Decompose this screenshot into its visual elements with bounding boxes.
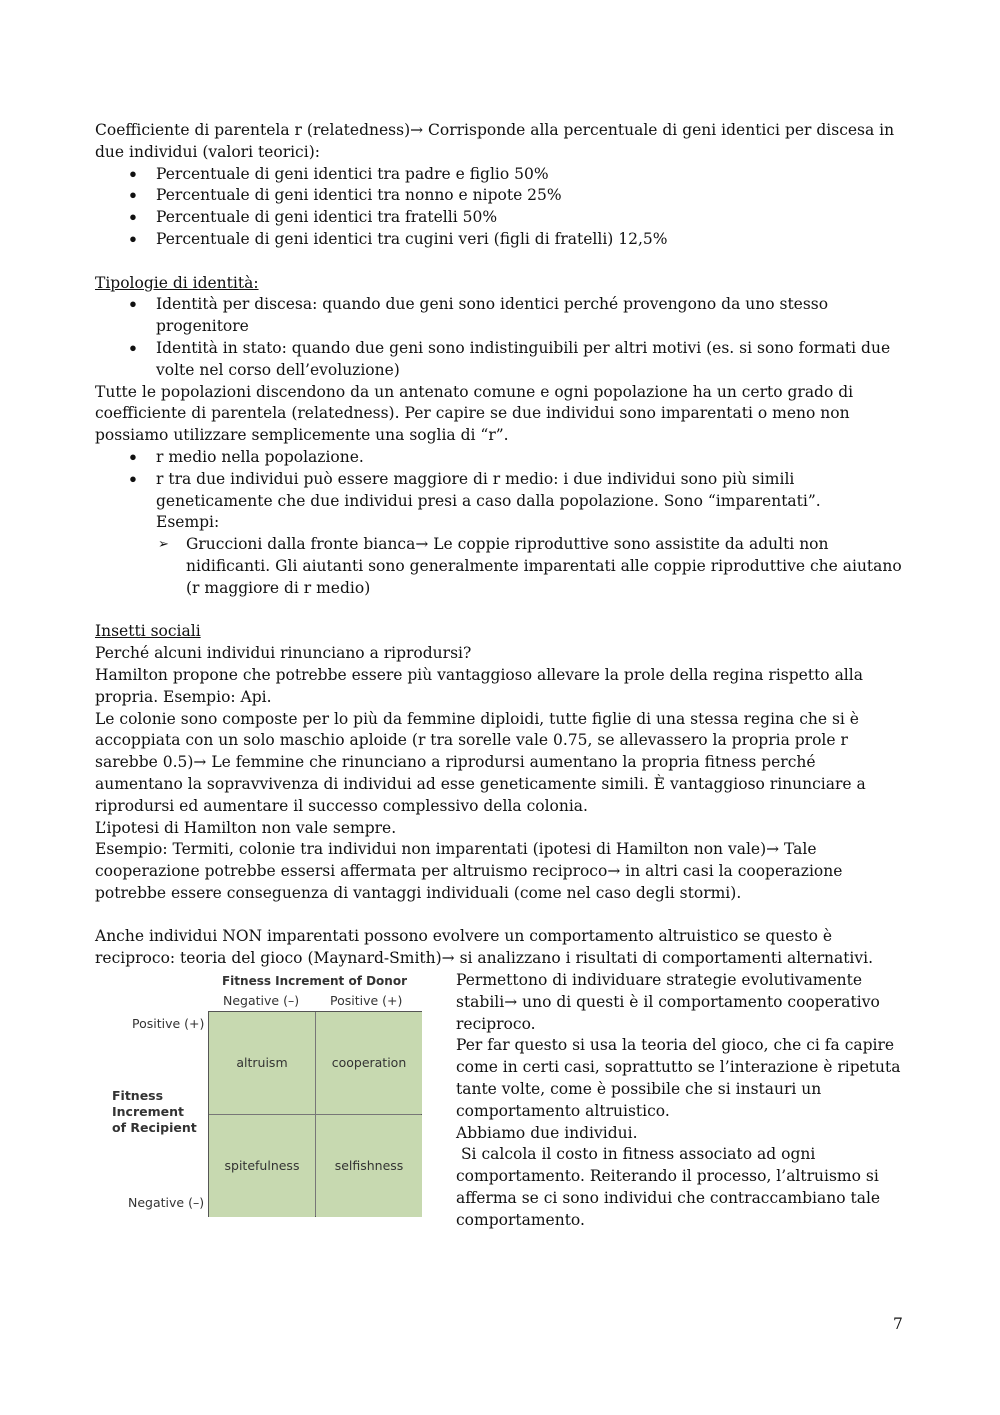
- relatedness-list: [95, 164, 905, 251]
- list-item: [95, 469, 905, 513]
- fitness-matrix-figure: [95, 970, 440, 1230]
- column-label-positive: Positive (+): [330, 993, 403, 1009]
- insects-line: Hamilton propone che potrebbe essere più vantaggioso allevare la prole della regina rispetto alla propria. Esempio: Api.: [95, 665, 863, 706]
- examples-label: Esempi:: [156, 513, 220, 532]
- side-line: Si calcola il costo in fitness associato ad ogni comportamento. Reiterando il processo, l’altruismo si afferma se ci sono individui che contraccambiano tale comportamento.: [456, 1145, 886, 1229]
- insects-heading: Insetti sociali: [95, 622, 201, 641]
- insects-line: L’ipotesi di Hamilton non vale sempre.: [95, 818, 397, 837]
- side-line: Abbiamo due individui.: [456, 1123, 638, 1142]
- row-axis-title: [112, 1088, 197, 1136]
- matrix-grid: [208, 1011, 422, 1217]
- populations-paragraph: Tutte le popolazioni discendono da un antenato comune e ogni popolazione ha un certo grado di coefficiente di parentela (relatedness). Per capire se due individui sono imparentati o meno non possiamo utilizzare semplicemente una soglia di “r”.: [95, 382, 854, 445]
- identity-heading: Tipologie di identità:: [95, 273, 259, 292]
- cell-spitefulness: spitefulness: [209, 1115, 315, 1217]
- document-page: [95, 120, 905, 1230]
- row-axis-title-line: of Recipient: [112, 1120, 197, 1136]
- insects-line: Le colonie sono composte per lo più da femmine diploidi, tutte figlie di una stessa regina che si è accoppiata con un solo maschio aploide (r tra sorelle vale 0.75, se allevassero la propria prole r sarebbe 0.5)→ Le femmine che rinunciano a riprodursi aumentano la propria fitness perché aumentano la sopravvivenza di individui ad esse geneticamente simili. È vantaggioso rinunciare a riprodursi ed aumentare il successo complessivo della colonia.: [95, 709, 866, 815]
- row-label-negative: Negative (–): [128, 1195, 205, 1211]
- list-item: ➢ Gruccioni dalla fronte bianca→ Le coppie riproduttive sono assistite da adulti non nidificanti. Gli aiutanti sono generalmente imparentati alle coppie riproduttive che aiutano (r maggiore di r medio): [95, 534, 905, 599]
- r-list: [95, 447, 905, 512]
- row-axis-title-line: Fitness: [112, 1088, 164, 1104]
- identity-list: [95, 294, 905, 381]
- cell-selfishness: selfishness: [316, 1115, 422, 1217]
- figure-title: Fitness Increment of Donor: [221, 974, 408, 989]
- side-line: Permettono di individuare strategie evolutivamente stabili→ uno di questi è il comportamento cooperativo reciproco.: [456, 971, 880, 1033]
- list-item: • Percentuale di geni identici tra nonno e nipote 25%: [95, 185, 905, 207]
- list-item-text: r tra due individui può essere maggiore di r medio: i due individui sono più simili geneticamente che due individui presi a caso dalla popolazione. Sono “imparentati”.: [156, 469, 821, 510]
- game-paragraph: Anche individui NON imparentati possono evolvere un comportamento altruistico se questo è reciproco: teoria del gioco (Maynard-Smith)→ si analizzano i risultati di comportamenti alternativi.: [95, 927, 874, 968]
- list-item: • Identità in stato: quando due geni sono indistinguibili per altri motivi (es. si sono formati due volte nel corso dell’evoluzione): [95, 338, 905, 382]
- cell-cooperation: cooperation: [316, 1012, 422, 1114]
- game-theory-section: [95, 970, 905, 1230]
- list-item: • r medio nella popolazione.: [95, 447, 905, 469]
- row-label-positive: Positive (+): [132, 1016, 205, 1032]
- game-theory-text: [456, 970, 906, 1232]
- examples-list: [95, 534, 905, 599]
- insects-line: Perché alcuni individui rinunciano a riprodursi?: [95, 644, 472, 663]
- intro-paragraph: Coefficiente di parentela r (relatedness)→ Corrisponde alla percentuale di geni identici per discesa in due individui (valori teorici):: [95, 121, 895, 161]
- list-item: • Percentuale di geni identici tra padre e figlio 50%: [95, 164, 905, 186]
- row-axis-title-line: Increment: [112, 1104, 184, 1120]
- side-line: Per far questo si usa la teoria del gioco, che ci fa capire come in certi casi, soprattutto se l’interazione è ripetuta tante volte, come è possibile che si instauri un comportamento altruistico.: [456, 1036, 901, 1120]
- list-item: • Percentuale di geni identici tra cugini veri (figli di fratelli) 12,5%: [95, 229, 905, 251]
- column-label-negative: Negative (–): [223, 993, 300, 1009]
- cell-altruism: altruism: [209, 1012, 315, 1114]
- list-item: • Percentuale di geni identici tra fratelli 50%: [95, 207, 905, 229]
- grid-divider: [209, 1114, 421, 1115]
- list-item: • Identità per discesa: quando due geni sono identici perché provengono da uno stesso progenitore: [95, 294, 905, 338]
- insects-line: Esempio: Termiti, colonie tra individui non imparentati (ipotesi di Hamilton non vale)→ Tale cooperazione potrebbe essersi affermata per altruismo reciproco→ in altri casi la cooperazione potrebbe essere conseguenza di vantaggi individuali (come nel caso degli stormi).: [95, 840, 843, 902]
- page-number: 7: [893, 1315, 903, 1333]
